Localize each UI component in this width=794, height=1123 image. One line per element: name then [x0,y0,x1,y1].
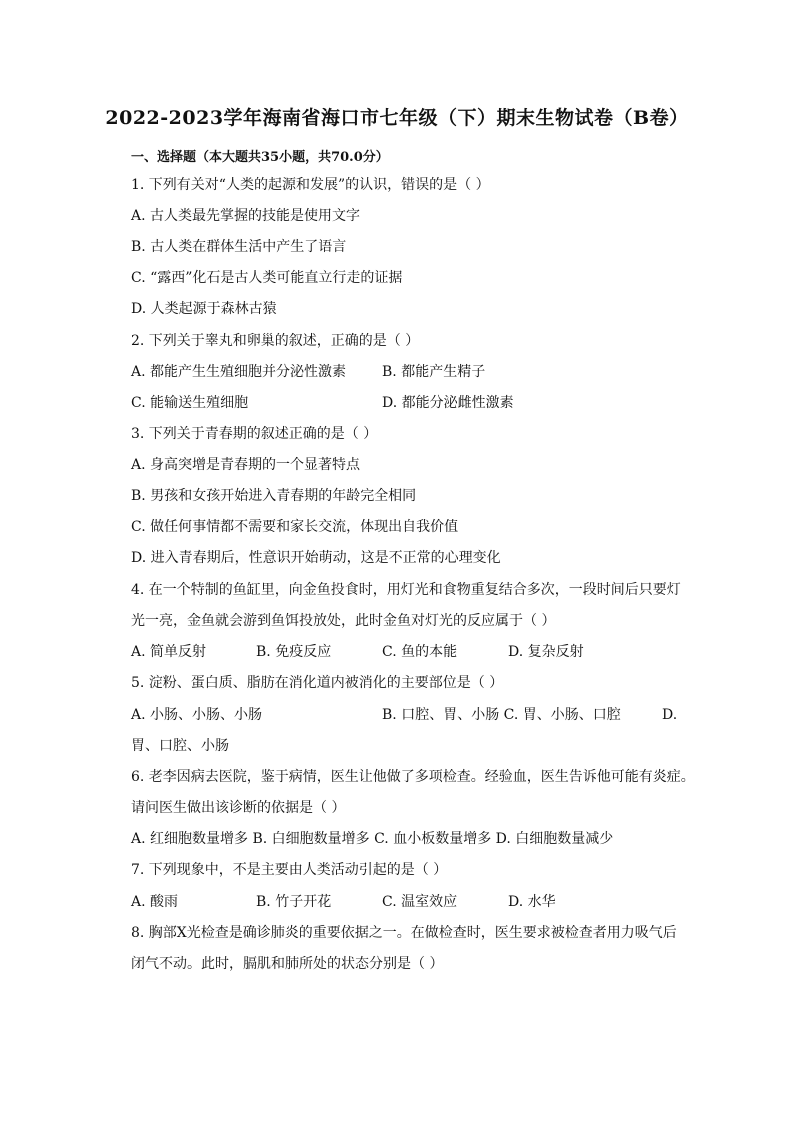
q3-option-b: B. 男孩和女孩开始进入青春期的年龄完全相同 [131,488,417,504]
q2-option-b: B. 都能产生精子 [382,364,486,380]
q5-option-d-label: D. [662,707,678,723]
q5-option-d-text: 胃、口腔、小肠 [131,738,229,754]
q8-stem-line2: 闭气不动。此时，膈肌和肺所处的状态分别是（ ） [131,956,444,972]
q7-option-b: B. 竹子开花 [256,894,332,910]
q5-stem: 5. 淀粉、蛋白质、脂肪在消化道内被消化的主要部位是（ ） [131,675,504,691]
q1-option-c: C. “露西”化石是古人类可能直立行走的证据 [131,270,403,286]
q7-option-c: C. 温室效应 [382,894,458,910]
q4-option-a: A. 简单反射 [131,644,207,660]
section-heading: 一、选择题（本大题共35小题，共70.0分） [131,150,389,165]
q8-stem-line1: 8. 胸部X光检查是确诊肺炎的重要依据之一。在做检查时，医生要求被检查者用力吸气后 [131,925,677,941]
q3-option-a: A. 身高突增是青春期的一个显著特点 [131,457,361,473]
q6-stem-line1: 6. 老李因病去医院，鉴于病情，医生让他做了多项检查。经验血，医生告诉他可能有炎症。 [131,769,695,785]
q4-stem-line1: 4. 在一个特制的鱼缸里，向金鱼投食时，用灯光和食物重复结合多次，一段时间后只要灯 [131,582,681,598]
q3-option-d: D. 进入青春期后，性意识开始萌动，这是不正常的心理变化 [131,550,501,566]
q2-option-d: D. 都能分泌雌性激素 [382,395,514,411]
q1-stem: 1. 下列有关对“人类的起源和发展”的认识，错误的是（ ） [131,177,490,193]
q2-stem: 2. 下列关于睾丸和卵巢的叙述，正确的是（ ） [131,333,420,349]
q4-option-c: C. 鱼的本能 [382,644,458,660]
q4-option-b: B. 免疫反应 [256,644,332,660]
exam-title: 2022-2023学年海南省海口市七年级（下）期末生物试卷（B卷） [105,107,689,129]
q1-option-b: B. 古人类在群体生活中产生了语言 [131,239,347,255]
q1-option-d: D. 人类起源于森林古猿 [131,301,277,317]
q5-option-bc: B. 口腔、胃、小肠 C. 胃、小肠、口腔 [382,707,621,723]
q7-option-a: A. 酸雨 [131,894,179,910]
q7-stem: 7. 下列现象中，不是主要由人类活动引起的是（ ） [131,862,448,878]
q2-option-a: A. 都能产生生殖细胞并分泌性激素 [131,364,347,380]
q4-stem-line2: 光一亮，金鱼就会游到鱼饵投放处，此时金鱼对灯光的反应属于（ ） [131,613,556,629]
q2-option-c: C. 能输送生殖细胞 [131,395,249,411]
q3-option-c: C. 做任何事情都不需要和家长交流，体现出自我价值 [131,519,459,535]
q6-stem-line2: 请问医生做出该诊断的依据是（ ） [131,800,346,816]
q4-option-d: D. 复杂反射 [508,644,584,660]
q7-option-d: D. 水华 [508,894,556,910]
q3-stem: 3. 下列关于青春期的叙述正确的是（ ） [131,426,378,442]
q6-options: A. 红细胞数量增多 B. 白细胞数量增多 C. 血小板数量增多 D. 白细胞数量减少 [131,831,614,847]
q1-option-a: A. 古人类最先掌握的技能是使用文字 [131,208,361,224]
q5-option-a: A. 小肠、小肠、小肠 [131,707,263,723]
